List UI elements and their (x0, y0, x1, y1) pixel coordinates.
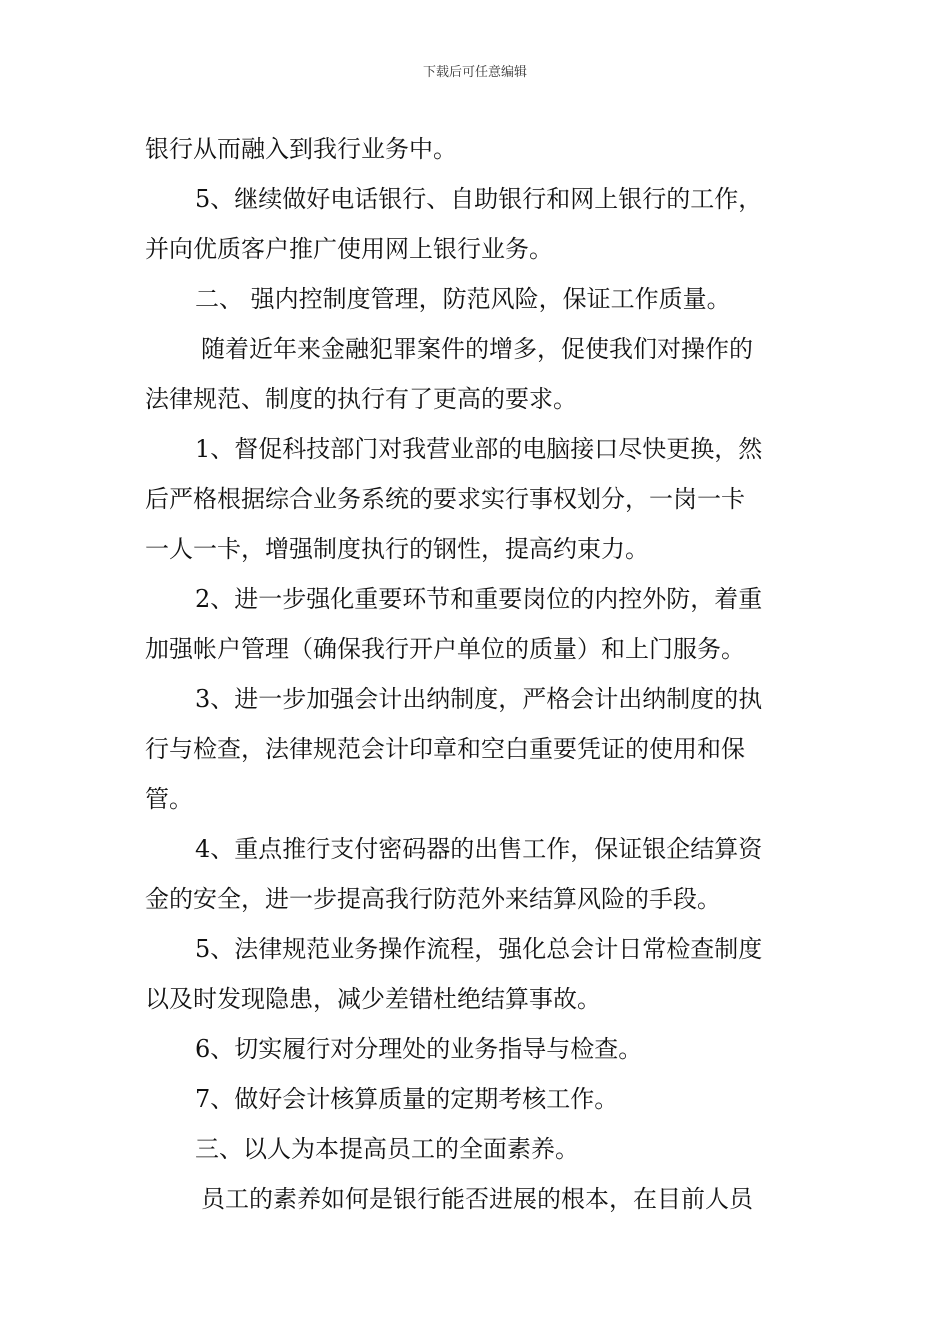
text-line: 5、法律规范业务操作流程，强化总会计日常检查制度 (195, 935, 763, 963)
text-line: 后严格根据综合业务系统的要求实行事权划分，一岗一卡 (145, 485, 745, 513)
text-line: 员工的素养如何是银行能否进展的根本，在目前人员 (201, 1185, 753, 1213)
text-line: 一人一卡，增强制度执行的钢性，提高约束力。 (145, 535, 649, 563)
text-line: 金的安全，进一步提高我行防范外来结算风险的手段。 (145, 885, 721, 913)
text-line: 6、切实履行对分理处的业务指导与检查。 (195, 1035, 643, 1063)
text-line: 随着近年来金融犯罪案件的增多，促使我们对操作的 (201, 335, 753, 363)
text-line: 1、督促科技部门对我营业部的电脑接口尽快更换，然 (195, 435, 763, 463)
text-line: 管。 (145, 785, 193, 813)
text-line: 7、做好会计核算质量的定期考核工作。 (195, 1085, 619, 1113)
text-line: 行与检查，法律规范会计印章和空白重要凭证的使用和保 (145, 735, 745, 763)
text-line: 加强帐户管理（确保我行开户单位的质量）和上门服务。 (145, 635, 745, 663)
section-heading: 二、 强内控制度管理，防范风险，保证工作质量。 (195, 285, 731, 313)
section-heading: 三、以人为本提高员工的全面素养。 (195, 1135, 579, 1163)
text-line: 3、进一步加强会计出纳制度，严格会计出纳制度的执 (195, 685, 763, 713)
text-line: 以及时发现隐患，减少差错杜绝结算事故。 (145, 985, 601, 1013)
text-line: 4、重点推行支付密码器的出售工作，保证银企结算资 (195, 835, 763, 863)
text-line: 银行从而融入到我行业务中。 (145, 135, 457, 163)
text-line: 2、进一步强化重要环节和重要岗位的内控外防，着重 (195, 585, 763, 613)
document-body (145, 124, 809, 1224)
text-line: 5、继续做好电话银行、自助银行和网上银行的工作， (195, 185, 763, 213)
page-header-note: 下载后可任意编辑 (422, 65, 527, 80)
text-line: 并向优质客户推广使用网上银行业务。 (145, 235, 553, 263)
text-line: 法律规范、制度的执行有了更高的要求。 (145, 385, 577, 413)
